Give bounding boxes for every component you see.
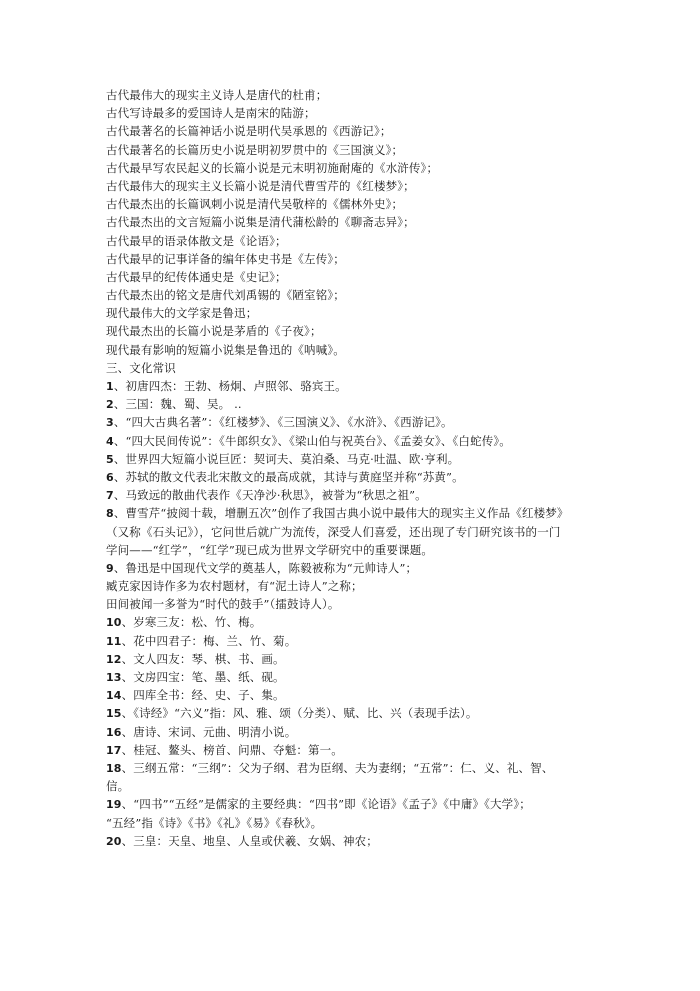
- text-line: [106, 395, 606, 413]
- text-line: [106, 486, 606, 504]
- item-number: 8: [106, 507, 114, 521]
- text-line: [106, 741, 606, 759]
- line-text: 学问——“红学”，“红学”现已成为世界文学研究中的重要课题。: [106, 542, 434, 557]
- text-line: [106, 468, 606, 486]
- text-line: [106, 213, 606, 231]
- line-text: 古代最早写农民起义的长篇小说是元末明初施耐庵的《水浒传》；: [106, 160, 439, 175]
- line-text: 、三皇：天皇、地皇、人皇或伏羲、女娲、神农；: [121, 833, 378, 848]
- text-line: [106, 286, 606, 304]
- line-text: 、苏轼的散文代表北宋散文的最高成就，其诗与黄庭坚并称“苏黄”。: [113, 469, 464, 484]
- line-text: 、“四大民间传说”：《牛郎织女》、《梁山伯与祝英台》、《孟姜女》、《白蛇传》。: [113, 433, 511, 448]
- text-line: [106, 177, 606, 195]
- text-line: [106, 250, 606, 268]
- line-text: 、四库全书：经、史、子、集。: [121, 688, 285, 703]
- line-text: 现代最有影响的短篇小说集是鲁迅的《呐喊》。: [106, 342, 345, 357]
- text-line: [106, 322, 606, 340]
- line-text: 、三纲五常：“三纲”：父为子纲、君为臣纲、夫为妻纲；“五常”：仁、义、礼、智、: [121, 760, 554, 775]
- item-number: 11: [106, 634, 122, 648]
- text-line: [106, 559, 606, 577]
- line-text: 信。: [106, 779, 130, 794]
- text-line: [106, 650, 606, 668]
- line-text: 、唐诗、宋词、元曲、明清小说。: [121, 724, 297, 739]
- item-number: 4: [106, 434, 114, 448]
- item-number: 3: [106, 416, 114, 430]
- text-line: [106, 832, 606, 850]
- line-text: 、文人四友：琴、棋、书、画。: [121, 651, 285, 666]
- text-line: [106, 814, 606, 832]
- item-number: 5: [106, 452, 114, 466]
- line-text: 现代最伟大的文学家是鲁迅；: [106, 306, 258, 321]
- text-line: [106, 577, 606, 595]
- item-number: 14: [106, 689, 122, 703]
- line-text: 古代最著名的长篇神话小说是明代吴承恩的《西游记》；: [106, 124, 392, 139]
- line-text: 、三国：魏、蜀、吴。 ..: [113, 397, 242, 412]
- line-text: 、桂冠、鳌头、榜首、问鼎、夺魁：第一。: [121, 742, 343, 757]
- line-text: 、马致远的散曲代表作《天净沙·秋思》，被誉为“秋思之祖”。: [113, 488, 427, 503]
- line-text: 田间被闻一多誉为“时代的鼓手”（擂鼓诗人）。: [106, 597, 340, 612]
- text-line: [106, 232, 606, 250]
- text-line: [106, 122, 606, 140]
- text-line: [106, 504, 606, 522]
- item-number: 2: [106, 398, 114, 412]
- item-number: 16: [106, 725, 122, 739]
- line-text: 古代最伟大的现实主义诗人是唐代的杜甫；: [106, 88, 328, 102]
- text-line: [106, 668, 606, 686]
- line-text: 现代最杰出的长篇小说是茅盾的《子夜》；: [106, 324, 322, 339]
- item-number: 18: [106, 761, 122, 775]
- text-line: [106, 686, 606, 704]
- text-line: [106, 777, 606, 795]
- line-text: 、“四书”“五经”是儒家的主要经典：“四书”即《论语》《孟子》《中庸》《大学》；: [121, 797, 531, 812]
- line-text: 古代最杰出的铭文是唐代刘禹锡的《陋室铭》；: [106, 288, 345, 303]
- text-line: [106, 377, 606, 395]
- line-text: 、初唐四杰：王勃、杨炯、卢照邻、骆宾王。: [113, 379, 347, 393]
- line-text: 、曹雪芹“披阅十载，增删五次”创作了我国古典小说中最伟大的现实主义作品《红楼梦》: [113, 506, 569, 521]
- text-line: [106, 86, 606, 104]
- text-line: [106, 432, 606, 450]
- item-number: 17: [106, 743, 122, 757]
- item-number: 7: [106, 489, 114, 503]
- line-text: （又称《石头记》），它问世后就广为流传，深受人们喜爱，还出现了专门研究该书的一门: [106, 524, 561, 539]
- text-line: [106, 759, 606, 777]
- text-line: [106, 541, 606, 559]
- line-text: 古代最著名的长篇历史小说是明初罗贯中的《三国演义》；: [106, 142, 404, 157]
- text-line: [106, 704, 606, 722]
- line-text: 古代最杰出的文言短篇小说集是清代蒲松龄的《聊斋志异》；: [106, 215, 415, 230]
- text-line: [106, 104, 606, 122]
- item-number: 12: [106, 652, 122, 666]
- line-text: 、世界四大短篇小说巨匠：契诃夫、莫泊桑、马克·吐温、欧·亨利。: [113, 451, 460, 466]
- item-number: 6: [106, 470, 114, 484]
- line-text: 古代最早的纪传体通史是《史记》；: [106, 269, 287, 284]
- line-text: “五经”指《诗》《书》《礼》《易》《春秋》。: [106, 815, 323, 830]
- text-line: [106, 141, 606, 159]
- line-text: 古代最早的记事详备的编年体史书是《左传》；: [106, 251, 345, 266]
- text-line: [106, 613, 606, 631]
- line-text: 古代写诗最多的爱国诗人是南宋的陆游；: [106, 106, 316, 121]
- item-number: 13: [106, 671, 122, 684]
- item-number: 1: [106, 380, 114, 393]
- line-text: 、《诗经》“六义”指：风、雅、颂（分类）、赋、比、兴（表现手法）。: [121, 706, 478, 721]
- text-line: [106, 413, 606, 431]
- item-number: 20: [106, 834, 122, 848]
- line-text: 古代最伟大的现实主义长篇小说是清代曹雪芹的《红楼梦》；: [106, 178, 415, 193]
- line-text: 三、文化常识: [106, 360, 176, 375]
- text-line: [106, 341, 606, 359]
- text-line: [106, 304, 606, 322]
- line-text: 臧克家因诗作多为农村题材，有“泥土诗人”之称；: [106, 579, 363, 594]
- item-number: 15: [106, 707, 122, 721]
- text-line: [106, 450, 606, 468]
- document-body: [106, 86, 606, 850]
- text-line: [106, 523, 606, 541]
- line-text: 古代最杰出的长篇讽刺小说是清代吴敬梓的《儒林外史》；: [106, 197, 404, 212]
- item-number: 10: [106, 616, 122, 630]
- line-text: 古代最早的语录体散文是《论语》；: [106, 233, 287, 248]
- text-line: [106, 268, 606, 286]
- text-line: [106, 723, 606, 741]
- line-text: 、“四大古典名著”：《红楼梦》、《三国演义》、《水浒》、《西游记》。: [113, 415, 453, 430]
- text-line: [106, 595, 606, 613]
- text-line: [106, 632, 606, 650]
- line-text: 、鲁迅是中国现代文学的奠基人，陈毅被称为“元帅诗人”；: [113, 560, 418, 575]
- line-text: 、岁寒三友：松、竹、梅。: [121, 615, 262, 630]
- text-line: [106, 195, 606, 213]
- item-number: 19: [106, 798, 122, 812]
- line-text: 、文房四宝：笔、墨、纸、砚。: [121, 670, 285, 684]
- text-line: [106, 795, 606, 813]
- text-line: [106, 159, 606, 177]
- item-number: 9: [106, 561, 114, 575]
- line-text: 、花中四君子：梅、兰、竹、菊。: [121, 633, 297, 648]
- text-line: [106, 359, 606, 377]
